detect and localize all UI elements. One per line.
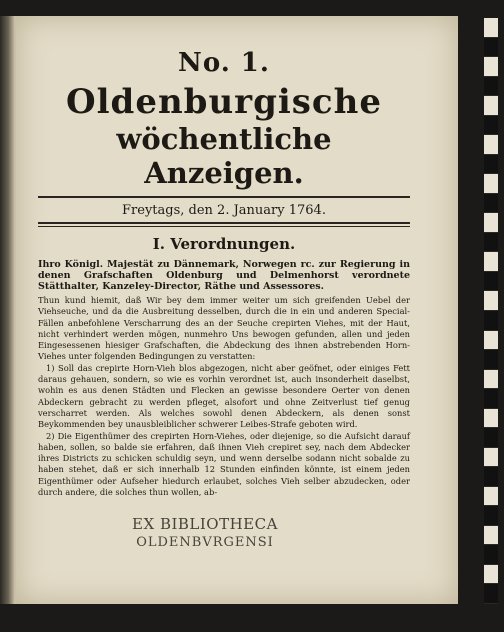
- ordinance-clause-2: 2) Die Eigenthümer des crepirten Horn-Viehes, oder diejenige, so die Aufsicht darauf haben, sollen, so balde sie erfahren, daß ihnen Vieh crepiret sey, nach dem Abdecker ihres Districts zu schicken schuldig seyn, und wenn derselbe sodann nicht sobalde zu haben stehet, daß er sich innerhalb 12 Stunden einfinden könnte, ist einem jeden Eigenthümer oder Aufseher hiedurch erlaubet, solches Vieh selber abzudecken, oder durch andere, die solches thun wollen, ab-: [38, 430, 410, 498]
- ordinance-intro: Ihro Königl. Majestät zu Dännemark, Norwegen rc. zur Regierung in denen Grafschaften Oldenburg und Delmenhorst verordnete Stätthalter, Kanzeley-Director, Räthe und Assessores.: [38, 259, 410, 292]
- section-heading: I. Verordnungen.: [152, 235, 296, 253]
- page-content: [38, 40, 410, 498]
- ordinance-clause-1: 1) Soll das crepirte Horn-Vieh blos abgezogen, nicht aber geöfnet, oder einiges Fett daraus gehauen, sondern, so wie es vorhin verordnet ist, auch insonderheit daselbst, wohin es aus denen Städten und Flecken an gewisse besondere Oerter von denen Abdeckern gebracht zu werden pfleget, alsofort und ohne Zeitverlust tief genug verscharret werden. Als welches sowohl denen Abdeckern, als denen sonst Beykommenden bey unausbleiblicher schwerer Leibes-Strafe geboten wird.: [38, 362, 410, 430]
- scan-scale-bar: [484, 18, 498, 604]
- ordinance-paragraph: Thun kund hiemit, daß Wir bey dem immer weiter um sich greifenden Uebel der Viehseuche, und da die Ausbreitung desselben, durch die in ein und anderen Special-Fällen anbefohlene Verscharrung des an der Seuche crepirten Viehes, mit der Haut, nicht verhindert werden mögen, nunmehro Uns bewogen gefunden, allen und jeden Eingesessenen hiesiger Grafschaften, die Abdeckung des ihnen abstrebenden Horn-Viehes unter folgenden Bedingungen zu verstatten:: [38, 295, 410, 362]
- stamp-line-1: EX BIBLIOTHECA: [132, 515, 278, 533]
- stamp-line-2: OLDENBVRGENSI: [136, 535, 274, 550]
- library-stamp: [120, 515, 290, 550]
- date-rule-thin: [38, 226, 410, 227]
- issue-date: Freytags, den 2. January 1764.: [122, 203, 326, 218]
- date-rule: [38, 222, 410, 224]
- top-rule: [38, 196, 410, 198]
- newspaper-subtitle: wöchentliche Anzeigen.: [116, 122, 332, 190]
- newspaper-title: Oldenburgische: [66, 82, 382, 122]
- book-spine-edge: [0, 16, 14, 604]
- issue-number: No. 1.: [178, 48, 270, 78]
